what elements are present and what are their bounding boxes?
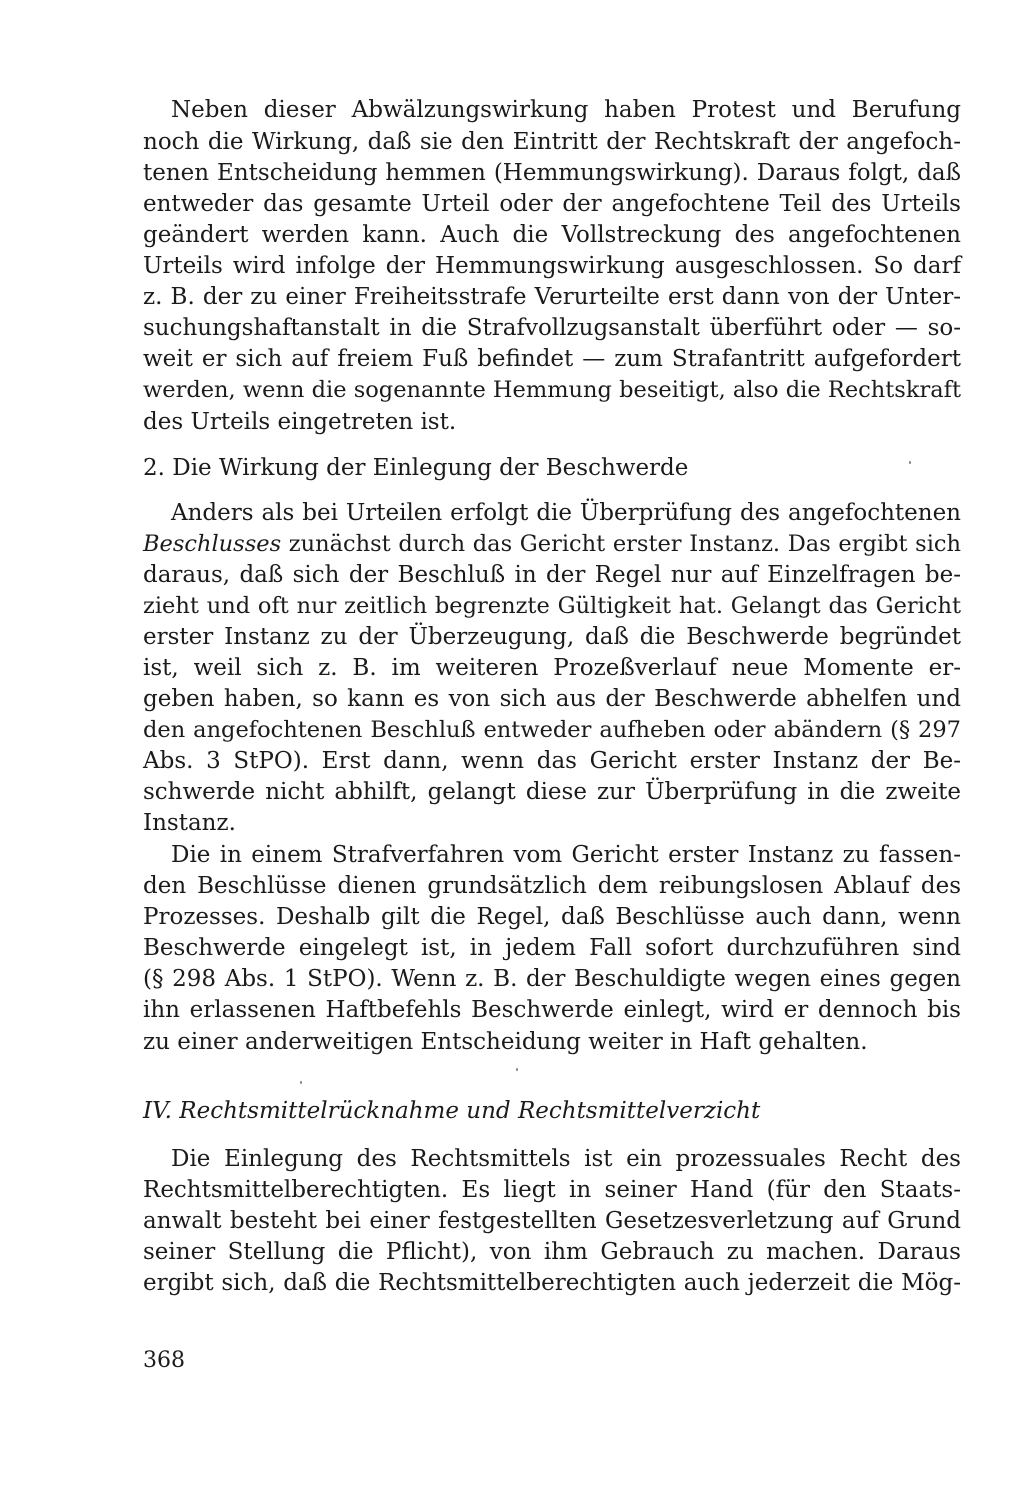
- text-line: geben haben, so kann es von sich aus der Beschwerde abhelfen und: [143, 686, 961, 712]
- text-line: den Beschlüsse dienen grundsätzlich dem reibungslosen Ablauf des: [143, 873, 961, 899]
- text-line: Die Einlegung des Rechtsmittels ist ein prozessuales Recht des: [171, 1146, 961, 1172]
- text-line: entweder das gesamte Urteil oder der angefochtene Teil des Urteils: [143, 191, 961, 217]
- text-line: tenen Entscheidung hemmen (Hemmungswirkung). Daraus folgt, daß: [143, 160, 961, 186]
- text-line: des Urteils eingetreten ist.: [143, 409, 457, 435]
- scan-speck: [300, 1081, 302, 1084]
- text-line: Neben dieser Abwälzungswirkung haben Protest und Berufung: [171, 97, 961, 123]
- text-line: erster Instanz zu der Überzeugung, daß die Beschwerde begründet: [143, 624, 961, 650]
- text-line: Anders als bei Urteilen erfolgt die Überprüfung des angefochtenen: [171, 500, 961, 526]
- scan-speck: [909, 461, 911, 464]
- text-line: [143, 528, 961, 560]
- text-line: werden, wenn die sogenannte Hemmung beseitigt, also die Rechtskraft: [143, 377, 961, 403]
- text-line: Urteils wird infolge der Hemmungswirkung ausgeschlossen. So darf: [143, 253, 961, 279]
- text-line: Die in einem Strafverfahren vom Gericht erster Instanz zu fassen-: [171, 842, 961, 868]
- page-number: 368: [143, 1348, 185, 1373]
- text-line: ist, weil sich z. B. im weiteren Prozeßverlauf neue Momente er-: [143, 655, 961, 681]
- section-heading-4: IV. Rechtsmittelrücknahme und Rechtsmittelverzicht: [143, 1098, 761, 1124]
- text-line: (§ 298 Abs. 1 StPO). Wenn z. B. der Beschuldigte wegen eines gegen: [143, 966, 961, 992]
- italic-term: Beschlusses: [143, 531, 282, 557]
- text-line: Abs. 3 StPO). Erst dann, wenn das Gericht erster Instanz der Be-: [143, 748, 961, 774]
- text-line: schwerde nicht abhilft, gelangt diese zur Überprüfung in die zweite: [143, 779, 961, 805]
- text-line: zieht und oft nur zeitlich begrenzte Gültigkeit hat. Gelangt das Gericht: [143, 593, 961, 619]
- text-line: Rechtsmittelberechtigten. Es liegt in seiner Hand (für den Staats-: [143, 1177, 961, 1203]
- section-heading-2: 2. Die Wirkung der Einlegung der Beschwerde: [143, 455, 689, 481]
- text-line: suchungshaftanstalt in die Strafvollzugsanstalt überführt oder — so-: [143, 315, 961, 341]
- text-line: zu einer anderweitigen Entscheidung weiter in Haft gehalten.: [143, 1029, 868, 1055]
- text-line: ihn erlassenen Haftbefehls Beschwerde einlegt, wird er dennoch bis: [143, 997, 961, 1023]
- text-line: seiner Stellung die Pflicht), von ihm Gebrauch zu machen. Daraus: [143, 1239, 961, 1265]
- text-line: anwalt besteht bei einer festgestellten Gesetzesverletzung auf Grund: [143, 1208, 961, 1234]
- text-line: Beschwerde eingelegt ist, in jedem Fall sofort durchzuführen sind: [143, 935, 961, 961]
- text-line: weit er sich auf freiem Fuß befindet — zum Strafantritt aufgefordert: [143, 346, 961, 372]
- text-line: daraus, daß sich der Beschluß in der Regel nur auf Einzelfragen be-: [143, 562, 961, 588]
- scan-speck: [516, 1068, 518, 1071]
- text-line: den angefochtenen Beschluß entweder aufheben oder abändern (§ 297: [143, 717, 961, 743]
- text-line: noch die Wirkung, daß sie den Eintritt der Rechtskraft der angefoch-: [143, 129, 961, 155]
- text-span: zunächst durch das Gericht erster Instanz. Das ergibt sich: [281, 531, 961, 557]
- text-line: z. B. der zu einer Freiheitsstrafe Verurteilte erst dann von der Unter-: [143, 284, 961, 310]
- text-line: Instanz.: [143, 810, 236, 836]
- text-line: ergibt sich, daß die Rechtsmittelberechtigten auch jederzeit die Mög-: [143, 1270, 961, 1296]
- text-line: Prozesses. Deshalb gilt die Regel, daß Beschlüsse auch dann, wenn: [143, 904, 961, 930]
- text-line: geändert werden kann. Auch die Vollstreckung des angefochtenen: [143, 222, 961, 248]
